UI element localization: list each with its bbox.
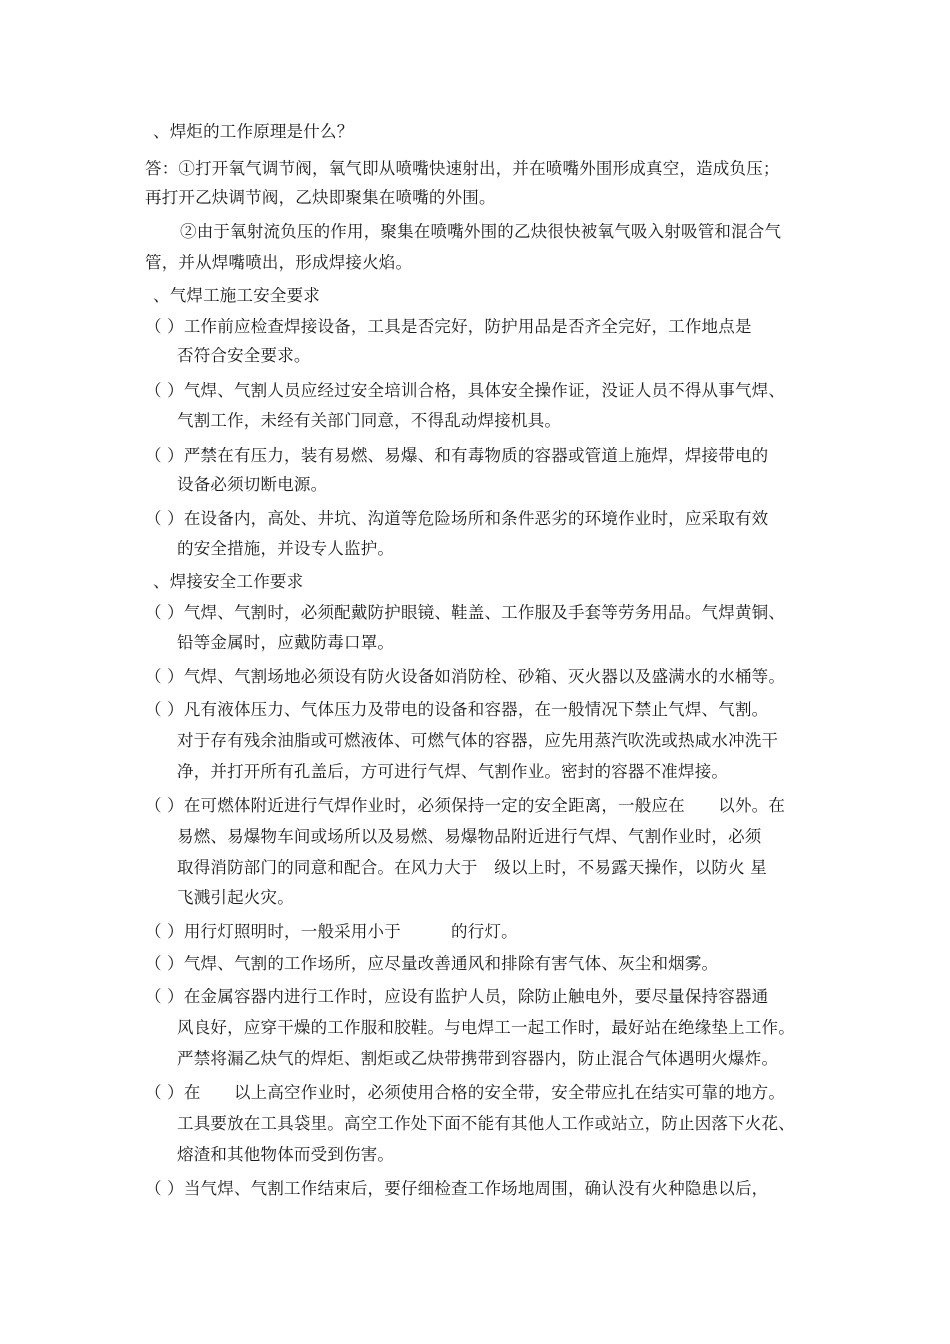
list-item: （ ）工作前应检查焊接设备，工具是否完好，防护用品是否齐全完好，工作地点是 [145, 317, 752, 336]
list-item: （ ）在金属容器内进行工作时，应设有监护人员，除防止触电外，要尽量保持容器通 [145, 987, 769, 1006]
list-item-continuation: 设备必须切断电源。 [177, 475, 328, 494]
list-item: （ ）在设备内，高处、井坑、沟道等危险场所和条件恶劣的环境作业时，应采取有效 [145, 509, 769, 528]
list-item: （ ）严禁在有压力，装有易燃、易爆、和有毒物质的容器或管道上施焊，焊接带电的 [145, 446, 769, 465]
list-item: （ ）用行灯照明时，一般采用小于 的行灯。 [145, 922, 518, 941]
list-item-continuation: 气割工作，未经有关部门同意，不得乱动焊接机具。 [177, 411, 562, 430]
list-item-continuation: 取得消防部门的同意和配合。在风力大于 级以上时，不易露天操作，以防火 星 [177, 858, 767, 877]
list-item-continuation: 风良好，应穿干燥的工作服和胶鞋。与电焊工一起工作时，最好站在绝缘垫上工作。 [177, 1018, 795, 1037]
list-item: （ ）气焊、气割的工作场所，应尽量改善通风和排除有害气体、灰尘和烟雾。 [145, 954, 719, 973]
list-item-continuation: 熔渣和其他物体而受到伤害。 [177, 1145, 395, 1164]
list-item: （ ）当气焊、气割工作结束后，要仔细检查工作场地周围，确认没有火种隐患以后， [145, 1179, 769, 1198]
answer-line: 答：①打开氧气调节阀，氧气即从喷嘴快速射出，并在喷嘴外围形成真空，造成负压； [145, 159, 780, 178]
list-item-continuation: 的安全措施，并设专人监护。 [177, 539, 395, 558]
answer-line: 再打开乙炔调节阀，乙炔即聚集在喷嘴的外围。 [145, 188, 496, 207]
list-item: （ ）气焊、气割人员应经过安全培训合格，具体安全操作证，没证人员不得从事气焊、 [145, 381, 786, 400]
list-item-continuation: 铅等金属时，应戴防毒口罩。 [177, 633, 395, 652]
list-item-continuation: 易燃、易爆物车间或场所以及易燃、易爆物品附近进行气焊、气割作业时，必须 [177, 827, 762, 846]
list-item: （ ）在可燃体附近进行气焊作业时，必须保持一定的安全距离，一般应在 以外。在 [145, 796, 786, 815]
list-item-continuation: 净，并打开所有孔盖后，方可进行气焊、气割作业。密封的容器不准焊接。 [177, 762, 729, 781]
list-item: （ ）凡有液体压力、气体压力及带电的设备和容器，在一般情况下禁止气焊、气割。 [145, 700, 769, 719]
answer-line: 管，并从焊嘴喷出，形成焊接火焰。 [145, 253, 413, 272]
list-item-continuation: 飞溅引起火灾。 [177, 888, 294, 907]
list-item-continuation: 对于存有残余油脂或可燃液体、可燃气体的容器，应先用蒸汽吹洗或热咸水冲洗干 [177, 731, 779, 750]
section-heading-torch-principle: 、焊炬的工作原理是什么？ [153, 122, 354, 141]
section-heading-gas-welding-safety: 、气焊工施工安全要求 [153, 286, 320, 305]
list-item-continuation: 严禁将漏乙炔气的焊炬、割炬或乙炔带携带到容器内，防止混合气体遇明火爆炸。 [177, 1049, 779, 1068]
list-item: （ ）在 以上高空作业时，必须使用合格的安全带，安全带应扎在结实可靠的地方。 [145, 1083, 786, 1102]
list-item: （ ）气焊、气割场地必须设有防火设备如消防栓、砂箱、灭火器以及盛满水的水桶等。 [145, 667, 786, 686]
list-item: （ ）气焊、气割时，必须配戴防护眼镜、鞋盖、工作服及手套等劳务用品。气焊黄铜、 [145, 603, 786, 622]
list-item-continuation: 否符合安全要求。 [177, 346, 311, 365]
section-heading-welding-safety: 、焊接安全工作要求 [153, 572, 304, 591]
list-item-continuation: 工具要放在工具袋里。高空工作处下面不能有其他人工作或站立，防止因落下火花、 [177, 1114, 795, 1133]
answer-line: ②由于氧射流负压的作用，聚集在喷嘴外围的乙炔很快被氧气吸入射吸管和混合气 [180, 222, 782, 241]
